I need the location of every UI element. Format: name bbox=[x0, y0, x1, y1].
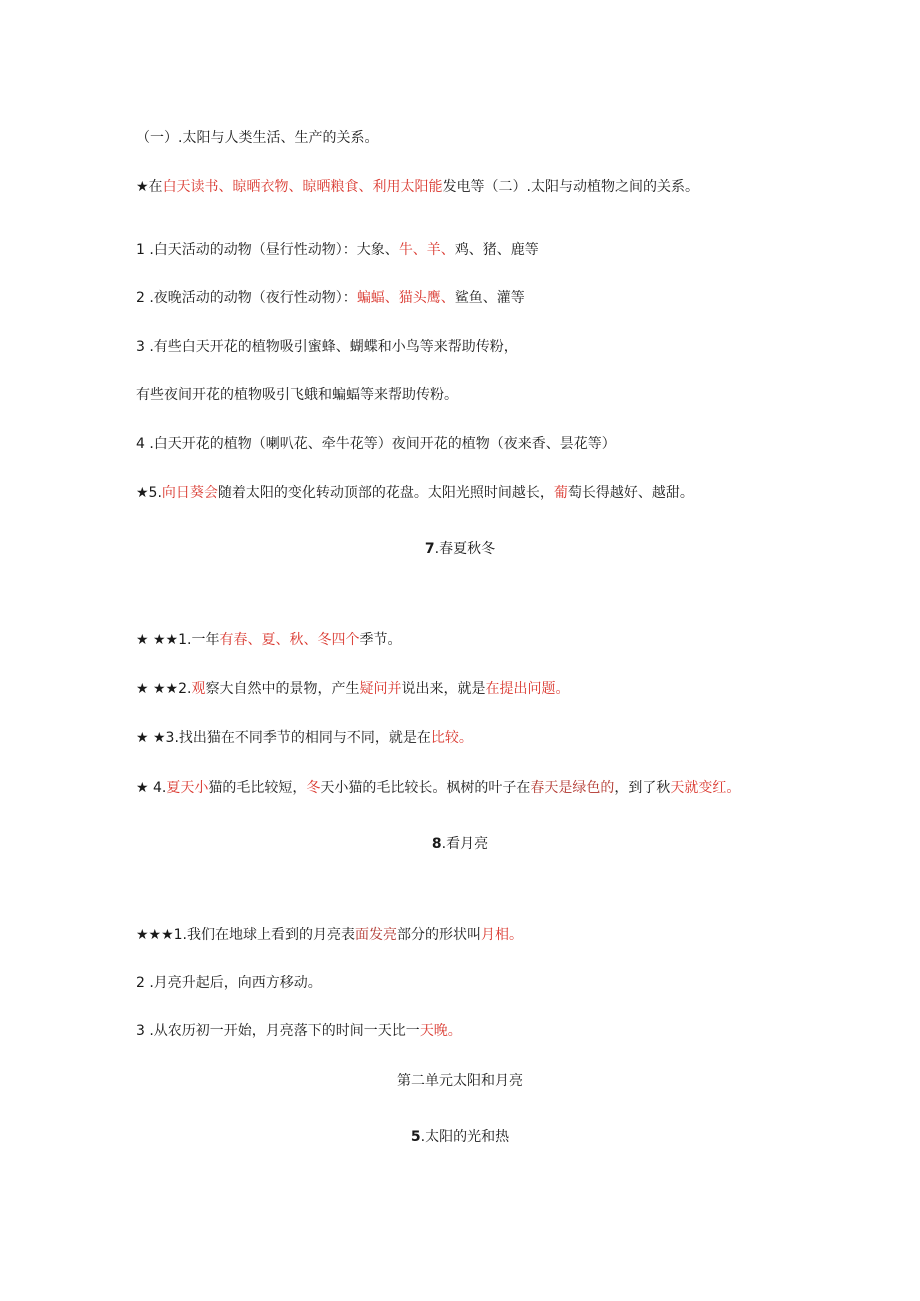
heading-text: .看月亮 bbox=[441, 836, 489, 852]
line-text: 猫的毛比较短， bbox=[208, 780, 307, 796]
line-text: 1 .白天活动的动物（昼行性动物）：大象、 bbox=[136, 242, 399, 258]
text-line bbox=[136, 240, 539, 260]
line-text: ★在 bbox=[136, 179, 163, 195]
highlight-text: 牛、羊、 bbox=[398, 242, 455, 258]
line-text: ★★★1.我们在地球上看到的月亮表 bbox=[136, 927, 356, 943]
highlight-text: 观 bbox=[191, 681, 206, 697]
line-text: 萄长得越好、越甜。 bbox=[567, 485, 694, 501]
line-text: 部分的形状叫 bbox=[397, 927, 482, 943]
highlight-text: 葡 bbox=[553, 485, 568, 501]
text-line bbox=[136, 630, 401, 650]
section-heading bbox=[0, 834, 920, 854]
highlight-text: 春天是绿色的 bbox=[530, 780, 615, 796]
heading-number: 8 bbox=[431, 836, 442, 852]
highlight-text: 天晚。 bbox=[419, 1023, 462, 1039]
text-line bbox=[136, 434, 616, 454]
line-text: 2 .夜晚活动的动物（夜行性动物）： bbox=[136, 290, 357, 306]
line-text: 3 .有些白天开花的植物吸引蜜蜂、蝴蝶和小鸟等来帮助传粉， bbox=[136, 339, 518, 355]
text-line bbox=[136, 177, 699, 197]
heading-text: .太阳的光和热 bbox=[420, 1129, 510, 1145]
highlight-text: 月相。 bbox=[481, 927, 524, 943]
highlight-text: 夏天小 bbox=[166, 780, 209, 796]
text-line bbox=[136, 288, 525, 308]
highlight-text: 比较。 bbox=[430, 730, 473, 746]
heading-number: 7 bbox=[424, 541, 435, 557]
line-text: （一）.太阳与人类生活、生产的关系。 bbox=[136, 130, 379, 146]
line-text: 说出来，就是 bbox=[401, 681, 486, 697]
line-text: 4 .白天开花的植物（喇叭花、牵牛花等）夜间开花的植物（夜来香、昙花等） bbox=[136, 436, 616, 452]
section-heading bbox=[0, 1127, 920, 1147]
line-text: 鸡、猪、鹿等 bbox=[454, 242, 539, 258]
line-text: 随着太阳的变化转动顶部的花盘。太阳光照时间越长， bbox=[217, 485, 554, 501]
text-line bbox=[136, 1021, 462, 1041]
text-line bbox=[136, 128, 378, 148]
heading-number: 5 bbox=[410, 1129, 421, 1145]
line-text: ★ ★3.找出猫在不同季节的相同与不同，就是在 bbox=[136, 730, 431, 746]
line-text: ★ 4. bbox=[136, 780, 167, 796]
line-text: 3 .从农历初一开始，月亮落下的时间一天比一 bbox=[136, 1023, 420, 1039]
highlight-text: 面发亮 bbox=[355, 927, 398, 943]
highlight-text: 有春、夏、秋、冬四个 bbox=[219, 632, 360, 648]
line-text: 天小猫的毛比较长。枫树的叶子在 bbox=[320, 780, 531, 796]
line-text: ★ ★★1.一年 bbox=[136, 632, 220, 648]
highlight-text: 向日葵会 bbox=[161, 485, 218, 501]
heading-text: .春夏秋冬 bbox=[434, 541, 496, 557]
section-heading bbox=[0, 539, 920, 559]
text-line bbox=[136, 679, 569, 699]
highlight-text: 在提出问题。 bbox=[485, 681, 570, 697]
text-line bbox=[136, 728, 473, 748]
text-line bbox=[136, 925, 523, 945]
text-line bbox=[136, 778, 740, 798]
line-text: ，到了秋 bbox=[614, 780, 671, 796]
text-line bbox=[136, 385, 458, 405]
line-text: 2 .月亮升起后，向西方移动。 bbox=[136, 975, 322, 991]
highlight-text: 天就变红。 bbox=[670, 780, 741, 796]
line-text: 有些夜间开花的植物吸引飞蛾和蝙蝠等来帮助传粉。 bbox=[136, 387, 458, 403]
line-text: 季节。 bbox=[359, 632, 402, 648]
text-line bbox=[136, 973, 322, 993]
highlight-text: 蝙蝠、猫头鹰、 bbox=[356, 290, 455, 306]
text-line bbox=[136, 483, 694, 503]
unit-title-text: 第二单元太阳和月亮 bbox=[397, 1073, 523, 1089]
text-line bbox=[136, 337, 518, 357]
line-text: ★ ★★2. bbox=[136, 681, 192, 697]
line-text: 发电等（二）.太阳与动植物之间的关系。 bbox=[442, 179, 700, 195]
highlight-text: 白天读书、晾晒衣物、晾晒粮食、利用太阳能 bbox=[162, 179, 443, 195]
line-text: 鲨鱼、灌等 bbox=[454, 290, 525, 306]
unit-title bbox=[0, 1071, 920, 1091]
highlight-text: 疑问并 bbox=[359, 681, 402, 697]
line-text: 察大自然中的景物，产生 bbox=[205, 681, 360, 697]
highlight-text: 冬 bbox=[306, 780, 321, 796]
line-text: ★5. bbox=[136, 485, 162, 501]
